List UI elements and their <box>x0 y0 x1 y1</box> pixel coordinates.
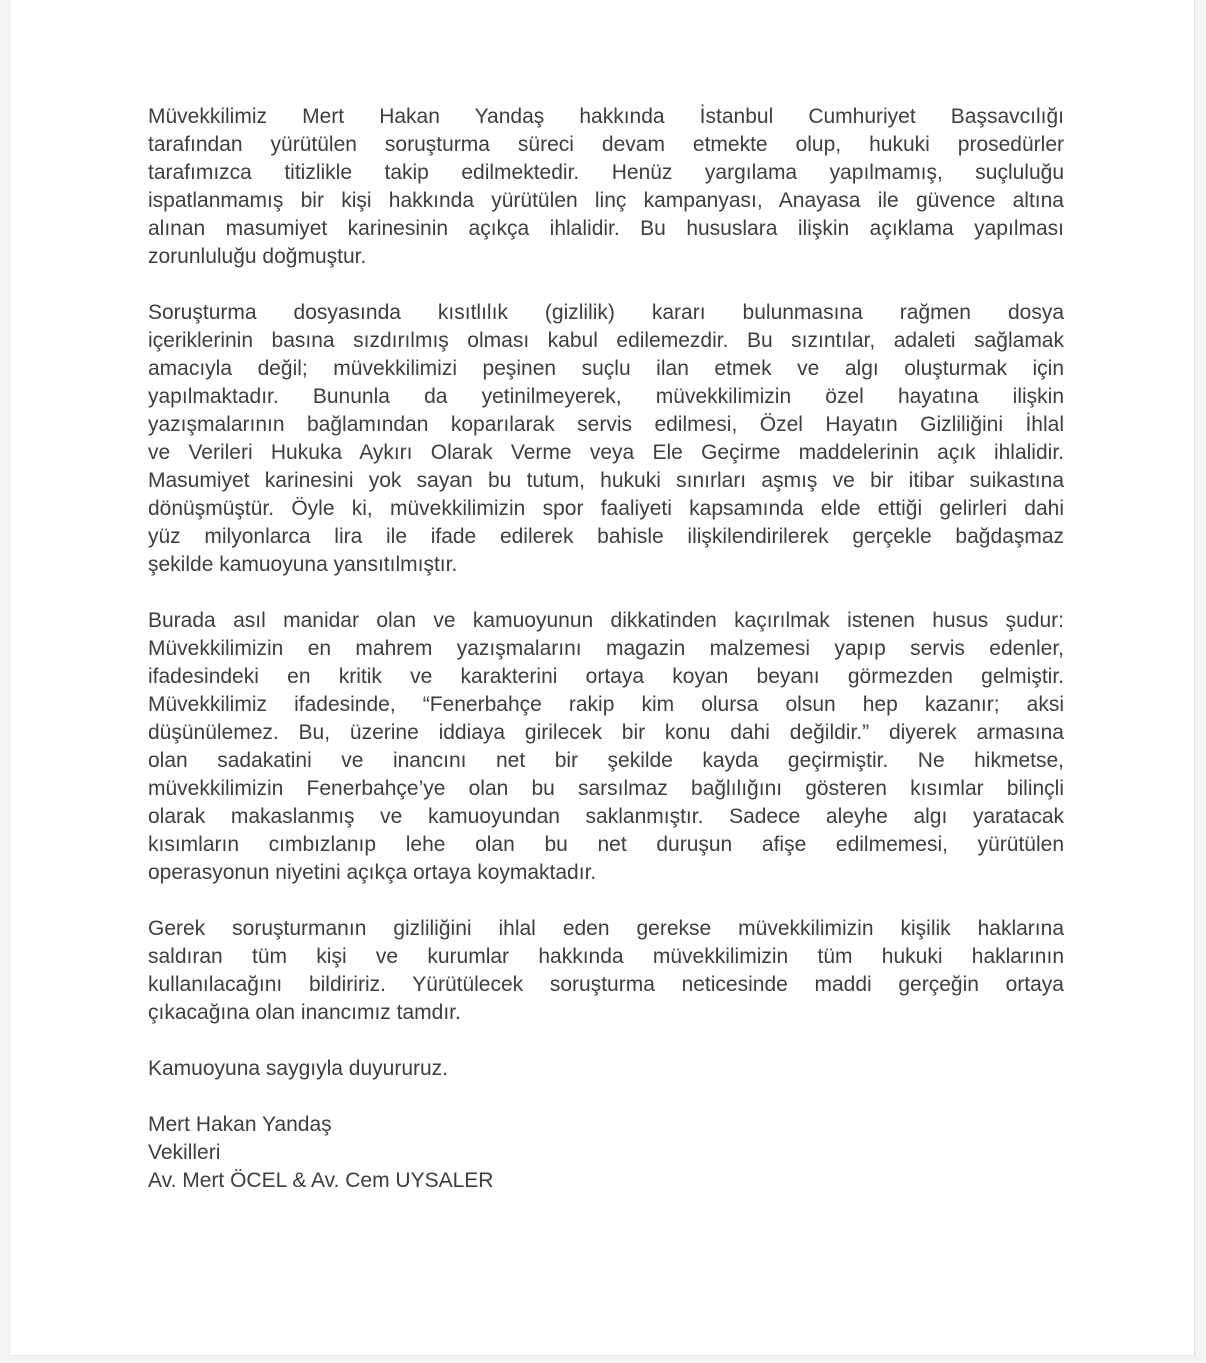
text-line: Müvekkilimiz Mert Hakan Yandaş hakkında İstanbul Cumhuriyet Başsavcılığı <box>148 105 1064 128</box>
paragraph <box>148 607 1064 887</box>
text-line: müvekkilimizin Fenerbahçe’ye olan bu sarsılmaz bağlılığını gösteren kısımlar bilinçli <box>148 777 1064 800</box>
text-line: kısımların cımbızlanıp lehe olan bu net duruşun afişe edilmemesi, yürütülen <box>148 833 1064 856</box>
text-line: Burada asıl manidar olan ve kamuoyunun dikkatinden kaçırılmak istenen husus şudur: <box>148 609 1064 632</box>
paragraph <box>148 1111 1064 1195</box>
text-line: Gerek soruşturmanın gizliliğini ihlal eden gerekse müvekkilimizin kişilik haklarına <box>148 917 1064 940</box>
text-line: operasyonun niyetini açıkça ortaya koymaktadır. <box>148 861 597 884</box>
text-line: ifadesindeki en kritik ve karakterini ortaya koyan beyanı görmezden gelmiştir. <box>148 665 1064 688</box>
text-line: Soruşturma dosyasında kısıtlılık (gizlilik) kararı bulunmasına rağmen dosya <box>148 301 1064 324</box>
text-line: tarafından yürütülen soruşturma süreci devam etmekte olup, hukuki prosedürler <box>148 133 1064 156</box>
text-line: amacıyla değil; müvekkilimizi peşinen suçlu ilan etmek ve algı oluşturmak için <box>148 357 1064 380</box>
document-page <box>9 0 1195 1356</box>
paragraph <box>148 1055 1064 1083</box>
text-line: zorunluluğu doğmuştur. <box>148 245 367 268</box>
text-line: alınan masumiyet karinesinin açıkça ihlalidir. Bu hususlara ilişkin açıklama yapılması <box>148 217 1064 240</box>
text-line: Müvekkilimiz ifadesinde, “Fenerbahçe rakip kim olursa olsun hep kazanır; aksi <box>148 693 1064 716</box>
text-line: yapılmaktadır. Bununla da yetinilmeyerek, müvekkilimizin özel hayatına ilişkin <box>148 385 1064 408</box>
text-line: Masumiyet karinesini yok sayan bu tutum, hukuki sınırları aşmış ve bir itibar suikastına <box>148 469 1064 492</box>
text-line: yüz milyonlarca lira ile ifade edilerek bahisle ilişkilendirilerek gerçekle bağdaşmaz <box>148 525 1064 548</box>
text-line: dönüşmüştür. Öyle ki, müvekkilimizin spor faaliyeti kapsamında elde ettiği gelirleri dahi <box>148 497 1064 520</box>
paragraph <box>148 915 1064 1027</box>
text-line: çıkacağına olan inancımız tamdır. <box>148 1001 461 1024</box>
document-body <box>148 103 1064 1223</box>
text-line: Mert Hakan Yandaş <box>148 1113 332 1136</box>
text-line: düşünülemez. Bu, üzerine iddiaya girilecek bir konu dahi değildir.” diyerek armasına <box>148 721 1064 744</box>
text-line: yazışmalarının bağlamından koparılarak servis edilmesi, Özel Hayatın Gizliliğini İhlal <box>148 413 1064 436</box>
paragraph <box>148 103 1064 271</box>
text-line: ve Verileri Hukuka Aykırı Olarak Verme veya Ele Geçirme maddelerinin açık ihlalidir. <box>148 441 1064 464</box>
text-line: tarafımızca titizlikle takip edilmektedir. Henüz yargılama yapılmamış, suçluluğu <box>148 161 1064 184</box>
text-line: Av. Mert ÖCEL & Av. Cem UYSALER <box>148 1169 494 1192</box>
text-line: olarak makaslanmış ve kamuoyundan saklanmıştır. Sadece aleyhe algı yaratacak <box>148 805 1064 828</box>
text-line: saldıran tüm kişi ve kurumlar hakkında müvekkilimizin tüm hukuki haklarının <box>148 945 1064 968</box>
text-line: şekilde kamuoyuna yansıtılmıştır. <box>148 553 458 576</box>
text-line: Vekilleri <box>148 1141 221 1164</box>
text-line: içeriklerinin basına sızdırılmış olması kabul edilemezdir. Bu sızıntılar, adaleti sağlamak <box>148 329 1064 352</box>
text-line: olan sadakatini ve inancını net bir şekilde kayda geçirmiştir. Ne hikmetse, <box>148 749 1064 772</box>
paragraph <box>148 299 1064 579</box>
text-line: kullanılacağını bildiririz. Yürütülecek soruşturma neticesinde maddi gerçeğin ortaya <box>148 973 1064 996</box>
text-line: Müvekkilimizin en mahrem yazışmalarını magazin malzemesi yapıp servis edenler, <box>148 637 1064 660</box>
text-line: ispatlanmamış bir kişi hakkında yürütülen linç kampanyası, Anayasa ile güvence altına <box>148 189 1064 212</box>
text-line: Kamuoyuna saygıyla duyururuz. <box>148 1057 448 1080</box>
